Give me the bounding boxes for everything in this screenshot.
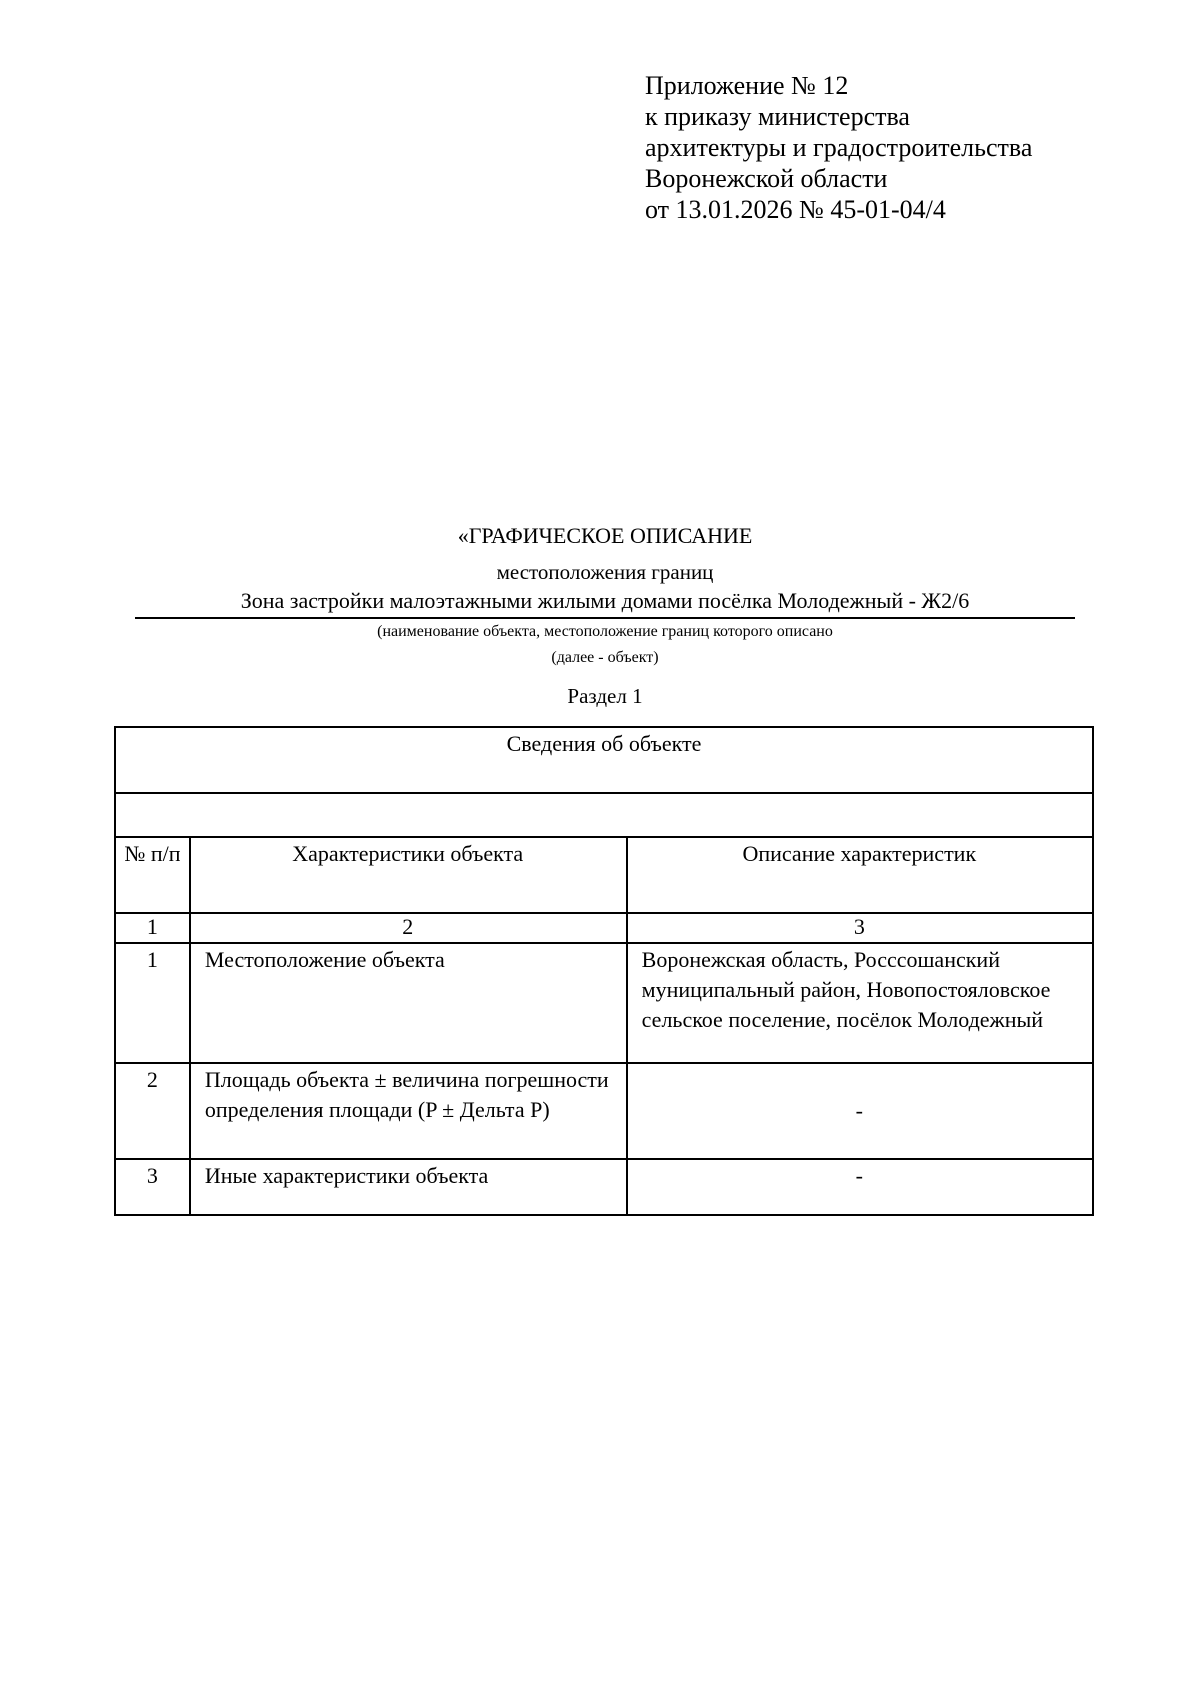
appendix-line: Воронежской области [645,164,888,193]
row-number: 3 [115,1159,190,1215]
row-characteristic: Иные характеристики объекта [190,1159,627,1215]
row-description: Воронежская область, Росссошанский муниципальный район, Новопостояловское сельское поселение, посёлок Молодежный [627,943,1093,1063]
column-number: 2 [190,913,627,943]
table-row [115,1159,1093,1215]
appendix-line: архитектуры и градостроительства [645,133,1033,162]
row-characteristic: Площадь объекта ± величина погрешности определения площади (P ± Дельта P) [190,1063,627,1159]
appendix-block [645,70,1032,225]
row-description: - [627,1159,1093,1215]
title-block [135,520,1075,711]
table-header: Сведения об объекте [115,727,1093,793]
row-characteristic: Местоположение объекта [190,943,627,1063]
table-row [115,943,1093,1063]
column-number: 3 [627,913,1093,943]
appendix-line: Приложение № 12 [645,71,849,100]
object-name-caption: (наименование объекта, местоположение границ которого описано [377,623,833,640]
column-header-row [115,837,1093,913]
column-header-characteristic: Характеристики объекта [190,837,627,913]
table-empty-row [115,793,1093,837]
object-name-caption-2: (далее - объект) [551,649,659,666]
row-number: 2 [115,1063,190,1159]
appendix-line: от 13.01.2026 № 45-01-04/4 [645,195,946,224]
row-number: 1 [115,943,190,1063]
document-subtitle: местоположения границ [496,560,714,584]
column-header-description: Описание характеристик [627,837,1093,913]
column-number: 1 [115,913,190,943]
column-header-number: № п/п [115,837,190,913]
document-title: «ГРАФИЧЕСКОЕ ОПИСАНИЕ [457,523,753,548]
table-header-row [115,727,1093,793]
row-description: - [627,1063,1093,1159]
column-number-row [115,913,1093,943]
table-row [115,1063,1093,1159]
object-info-table [114,726,1094,1216]
appendix-line: к приказу министерства [645,102,910,131]
object-name: Зона застройки малоэтажными жилыми домами посёлка Молодежный - Ж2/6 [135,586,1075,619]
section-title: Раздел 1 [567,684,643,708]
